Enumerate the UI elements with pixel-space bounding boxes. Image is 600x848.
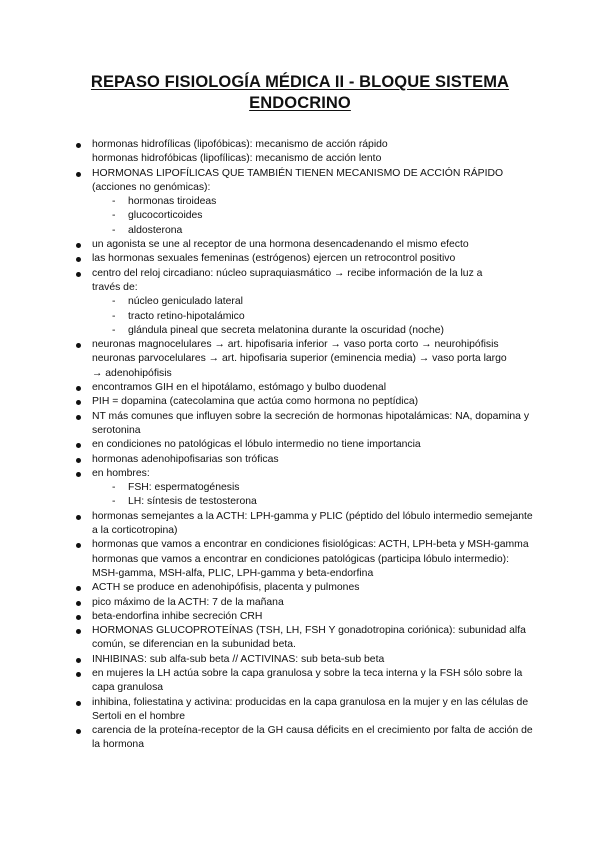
list-item-text: las hormonas sexuales femeninas (estrógenos) ejercen un retrocontrol positivo bbox=[92, 253, 456, 265]
list-item-text: inhibina, foliestatina y activina: producidas en la capa granulosa en la mujer y en las células de bbox=[92, 696, 529, 708]
list-item bbox=[92, 467, 542, 481]
list-item-text: → adenohipófisis bbox=[92, 367, 172, 379]
list-item-text: serotonina bbox=[92, 424, 141, 436]
sub-list-item: - hormonas tiroideas bbox=[92, 195, 542, 209]
list-item-text: hormonas adenohipofisarias son tróficas bbox=[92, 453, 279, 465]
list-item-text: hormonas hidrofílicas (lipofóbicas): mecanismo de acción rápido bbox=[92, 139, 388, 150]
list-item-text: HORMONAS LIPOFÍLICAS QUE TAMBIÉN TIENEN MECANISMO DE ACCIÓN RÁPIDO bbox=[92, 167, 504, 179]
list-item bbox=[92, 267, 542, 296]
list-item-text: neuronas magnocelulares → art. hipofisaria inferior → vaso porta corto → neurohipófisis bbox=[92, 339, 499, 351]
list-item-text: capa granulosa bbox=[92, 682, 164, 694]
notes-list bbox=[92, 138, 542, 753]
page-title bbox=[60, 72, 540, 114]
list-item bbox=[92, 381, 542, 395]
list-item bbox=[92, 696, 542, 725]
list-item-text: través de: bbox=[92, 281, 138, 293]
list-item-text: a la corticotropina) bbox=[92, 525, 178, 537]
sub-list-item: - tracto retino-hipotalámico bbox=[92, 310, 542, 324]
list-item-text: (acciones no genómicas): bbox=[92, 181, 211, 193]
list-item-text: PIH = dopamina (catecolamina que actúa como hormona no peptídica) bbox=[92, 396, 419, 408]
list-item bbox=[92, 610, 542, 624]
list-item-text: MSH-gamma, MSH-alfa, PLIC, LPH-gamma y beta-endorfina bbox=[92, 567, 374, 579]
list-item-text: común, se diferencian en la subunidad beta. bbox=[92, 639, 296, 651]
list-item-text: carencia de la proteína-receptor de la GH causa déficits en el crecimiento por falta de acción de bbox=[92, 725, 533, 737]
list-item bbox=[92, 596, 542, 610]
list-item bbox=[92, 653, 542, 667]
list-item bbox=[92, 238, 542, 252]
list-item-text: en hombres: bbox=[92, 467, 150, 479]
list-item bbox=[92, 538, 542, 581]
list-item bbox=[92, 252, 542, 266]
list-item bbox=[92, 667, 542, 696]
list-item-text: Sertoli en el hombre bbox=[92, 710, 185, 722]
list-item-text: en mujeres la LH actúa sobre la capa granulosa y sobre la teca interna y la FSH sólo sobre la bbox=[92, 667, 523, 679]
list-item bbox=[92, 581, 542, 595]
list-item bbox=[92, 338, 542, 381]
title-line-1: REPASO FISIOLOGÍA MÉDICA II - BLOQUE SISTEMA bbox=[90, 73, 510, 91]
list-item-text: la hormona bbox=[92, 739, 144, 751]
sub-list-item: - FSH: espermatogénesis bbox=[92, 481, 542, 495]
list-item bbox=[92, 453, 542, 467]
list-item-text: un agonista se une al receptor de una hormona desencadenando el mismo efecto bbox=[92, 239, 469, 251]
sub-list-item: - núcleo geniculado lateral bbox=[92, 295, 542, 309]
list-item-text: hormonas semejantes a la ACTH: LPH-gamma y PLIC (péptido del lóbulo intermedio semejante bbox=[92, 510, 533, 522]
sub-list-item: - LH: síntesis de testosterona bbox=[92, 495, 542, 509]
list-item-text: neuronas parvocelulares → art. hipofisaria superior (eminencia media) → vaso porta largo bbox=[92, 353, 507, 365]
list-item-text: HORMONAS GLUCOPROTEÍNAS (TSH, LH, FSH Y gonadotropina coriónica): subunidad alfa bbox=[92, 625, 526, 637]
list-item bbox=[92, 138, 542, 167]
list-item bbox=[92, 438, 542, 452]
list-item bbox=[92, 167, 542, 196]
list-item-text: hormonas hidrofóbicas (lipofílicas): mecanismo de acción lento bbox=[92, 153, 382, 165]
list-item-text: hormonas que vamos a encontrar en condiciones patológicas (participa lóbulo intermedio): bbox=[92, 553, 510, 565]
list-item bbox=[92, 624, 542, 653]
list-item-text: en condiciones no patológicas el lóbulo intermedio no tiene importancia bbox=[92, 439, 421, 451]
list-item-text: beta-endorfina inhibe secreción CRH bbox=[92, 610, 263, 622]
list-item-text: ACTH se produce en adenohipófisis, placenta y pulmones bbox=[92, 582, 360, 594]
list-item-text: pico máximo de la ACTH: 7 de la mañana bbox=[92, 596, 284, 608]
list-item-text: encontramos GIH en el hipotálamo, estómago y bulbo duodenal bbox=[92, 382, 387, 394]
list-item bbox=[92, 510, 542, 539]
sub-list-item: - glucocorticoides bbox=[92, 209, 542, 223]
list-item bbox=[92, 395, 542, 409]
list-item bbox=[92, 410, 542, 439]
title-line-2: ENDOCRINO bbox=[249, 94, 351, 112]
list-item-text: hormonas que vamos a encontrar en condiciones fisiológicas: ACTH, LPH-beta y MSH-gamma bbox=[92, 539, 529, 551]
list-item-text: centro del reloj circadiano: núcleo supraquiasmático → recibe información de la luz a bbox=[92, 267, 483, 279]
sub-list-item: - aldosterona bbox=[92, 224, 542, 238]
sub-list-item: - glándula pineal que secreta melatonina durante la oscuridad (noche) bbox=[92, 324, 542, 338]
list-item bbox=[92, 724, 542, 753]
list-item-text: INHIBINAS: sub alfa-sub beta // ACTIVINAS: sub beta-sub beta bbox=[92, 653, 385, 665]
list-item-text: NT más comunes que influyen sobre la secreción de hormonas hipotalámicas: NA, dopamina y bbox=[92, 410, 530, 422]
